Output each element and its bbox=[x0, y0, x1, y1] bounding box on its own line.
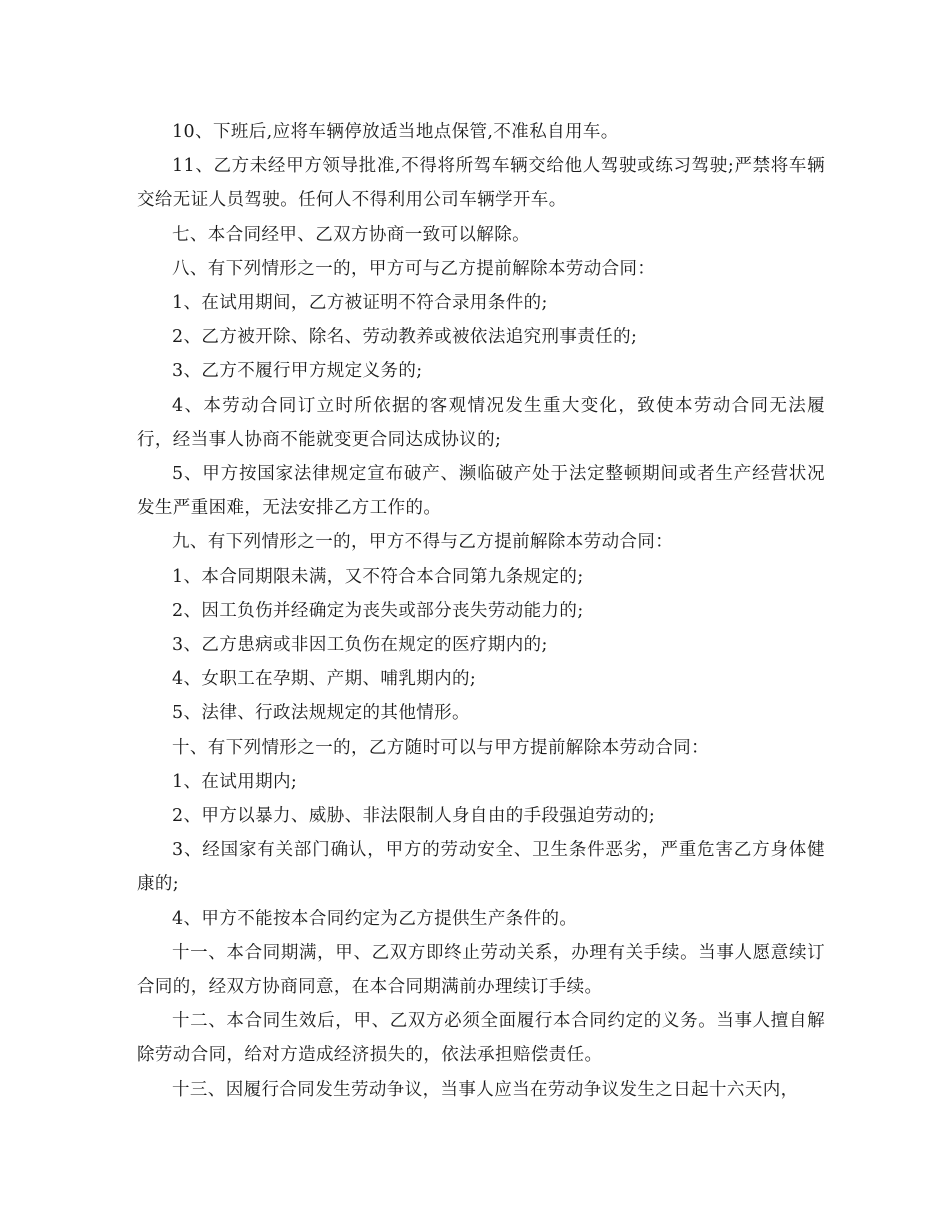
section-10-item-2: 2、甲方以暴力、威胁、非法限制人身自由的手段强迫劳动的; bbox=[172, 806, 656, 827]
section-9-item-3: 3、乙方患病或非因工负伤在规定的医疗期内的; bbox=[172, 635, 548, 656]
section-7-termination-by-agreement: 七、本合同经甲、乙双方协商一致可以解除。 bbox=[172, 224, 530, 245]
section-10-item-4: 4、甲方不能按本合同约定为乙方提供生产条件的。 bbox=[172, 908, 578, 929]
section-10-heading: 十、有下列情形之一的，乙方随时可以与甲方提前解除本劳动合同： bbox=[172, 737, 709, 758]
section-13-disputes: 十三、因履行合同发生劳动争议，当事人应当在劳动争议发生之日起十六天内， bbox=[172, 1079, 799, 1100]
section-11-renewal: 十一、本合同期满，甲、乙双方即终止劳动关系，办理有关手续。当事人愿意续订合同的，经双方协商同意，在本合同期满前办理续订手续。 bbox=[137, 942, 825, 998]
section-10-item-1: 1、在试用期内; bbox=[172, 771, 298, 792]
section-9-item-1: 1、本合同期限未满，又不符合本合同第九条规定的; bbox=[172, 566, 584, 587]
section-8-heading: 八、有下列情形之一的，甲方可与乙方提前解除本劳动合同： bbox=[172, 258, 656, 279]
section-9-heading: 九、有下列情形之一的，甲方不得与乙方提前解除本劳动合同： bbox=[172, 532, 674, 553]
section-8-item-5: 5、甲方按国家法律规定宣布破产、濒临破产处于法定整顿期间或者生产经营状况发生严重困难，无法安排乙方工作的。 bbox=[137, 464, 825, 519]
section-8-item-2: 2、乙方被开除、除名、劳动教养或被依法追究刑事责任的; bbox=[172, 327, 638, 348]
document-body bbox=[137, 115, 825, 1107]
clause-10-parking: 10、下班后,应将车辆停放适当地点保管,不准私自用车。 bbox=[172, 122, 619, 142]
section-9-item-5: 5、法律、行政法规规定的其他情形。 bbox=[172, 703, 470, 724]
section-9-item-4: 4、女职工在孕期、产期、哺乳期内的; bbox=[172, 669, 477, 690]
section-8-item-4: 4、本劳动合同订立时所依据的客观情况发生重大变化，致使本劳动合同无法履行，经当事人协商不能就变更合同达成协议的; bbox=[137, 395, 825, 450]
section-12-obligations: 十二、本合同生效后，甲、乙双方必须全面履行本合同约定的义务。当事人擅自解除劳动合同，给对方造成经济损失的，依法承担赔偿责任。 bbox=[137, 1011, 825, 1066]
section-8-item-3: 3、乙方不履行甲方规定义务的; bbox=[172, 361, 423, 382]
section-9-item-2: 2、因工负伤并经确定为丧失或部分丧失劳动能力的; bbox=[172, 600, 584, 621]
section-10-item-3: 3、经国家有关部门确认，甲方的劳动安全、卫生条件恶劣，严重危害乙方身体健康的; bbox=[137, 840, 825, 895]
clause-11-driving: 11、乙方未经甲方领导批准,不得将所驾车辆交给他人驾驶或练习驾驶;严禁将车辆交给无证人员驾驶。任何人不得利用公司车辆学开车。 bbox=[137, 156, 825, 211]
section-8-item-1: 1、在试用期间，乙方被证明不符合录用条件的; bbox=[172, 293, 548, 314]
